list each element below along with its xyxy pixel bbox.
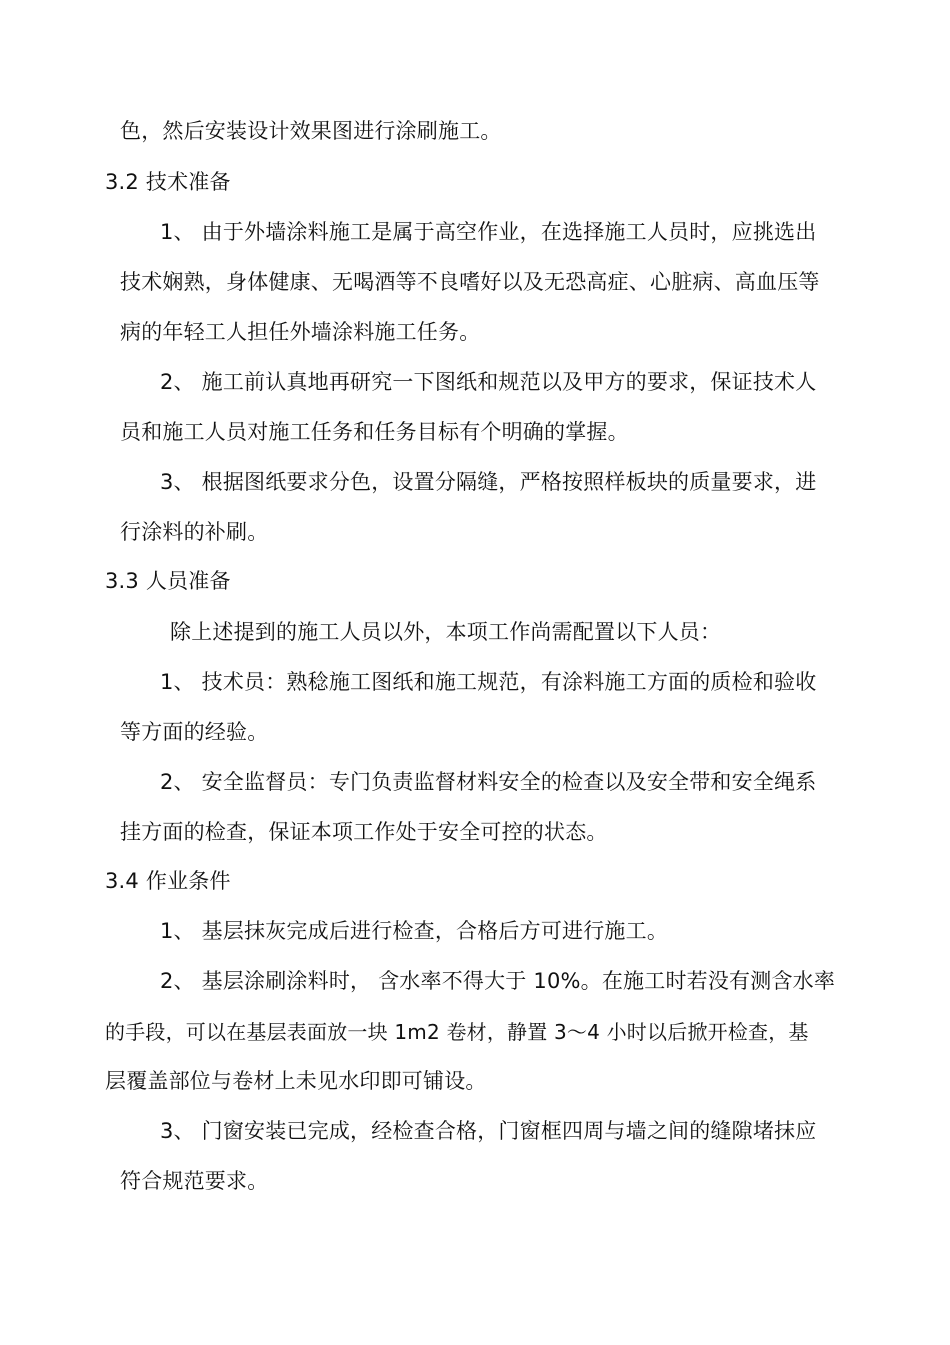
section-heading: 3.4 作业条件 (105, 869, 231, 893)
text-line: 1、 技术员：熟稔施工图纸和施工规范，有涂料施工方面的质检和验收 (160, 670, 817, 694)
text-line: 3、 门窗安装已完成，经检查合格，门窗框四周与墙之间的缝隙堵抹应 (160, 1119, 817, 1143)
text-line: 1、 由于外墙涂料施工是属于高空作业，在选择施工人员时，应挑选出 (160, 220, 817, 244)
text-line: 病的年轻工人担任外墙涂料施工任务。 (120, 320, 481, 344)
section-heading: 3.2 技术准备 (105, 170, 231, 194)
text-line: 2、 基层涂刷涂料时， 含水率不得大于 10%。在施工时若没有测含水率 (160, 969, 836, 993)
text-line: 2、 施工前认真地再研究一下图纸和规范以及甲方的要求，保证技术人 (160, 370, 817, 394)
text-line: 除上述提到的施工人员以外，本项工作尚需配置以下人员： (170, 620, 722, 644)
text-line: 挂方面的检查，保证本项工作处于安全可控的状态。 (120, 820, 608, 844)
text-line: 色，然后安装设计效果图进行涂刷施工。 (120, 119, 502, 143)
text-line: 员和施工人员对施工任务和任务目标有个明确的掌握。 (120, 420, 629, 444)
text-line: 符合规范要求。 (120, 1169, 269, 1193)
text-line: 的手段，可以在基层表面放一块 1m2 卷材，静置 3～4 小时以后掀开检查，基 (105, 1020, 809, 1044)
text-line: 2、 安全监督员：专门负责监督材料安全的检查以及安全带和安全绳系 (160, 770, 817, 794)
text-line: 技术娴熟，身体健康、无喝酒等不良嗜好以及无恐高症、心脏病、高血压等 (120, 270, 820, 294)
section-heading: 3.3 人员准备 (105, 569, 231, 593)
text-line: 3、 根据图纸要求分色，设置分隔缝，严格按照样板块的质量要求，进 (160, 470, 817, 494)
text-line: 行涂料的补刷。 (120, 520, 269, 544)
text-line: 1、 基层抹灰完成后进行检查，合格后方可进行施工。 (160, 919, 669, 943)
text-line: 层覆盖部位与卷材上未见水印即可铺设。 (105, 1069, 487, 1093)
text-line: 等方面的经验。 (120, 720, 269, 744)
